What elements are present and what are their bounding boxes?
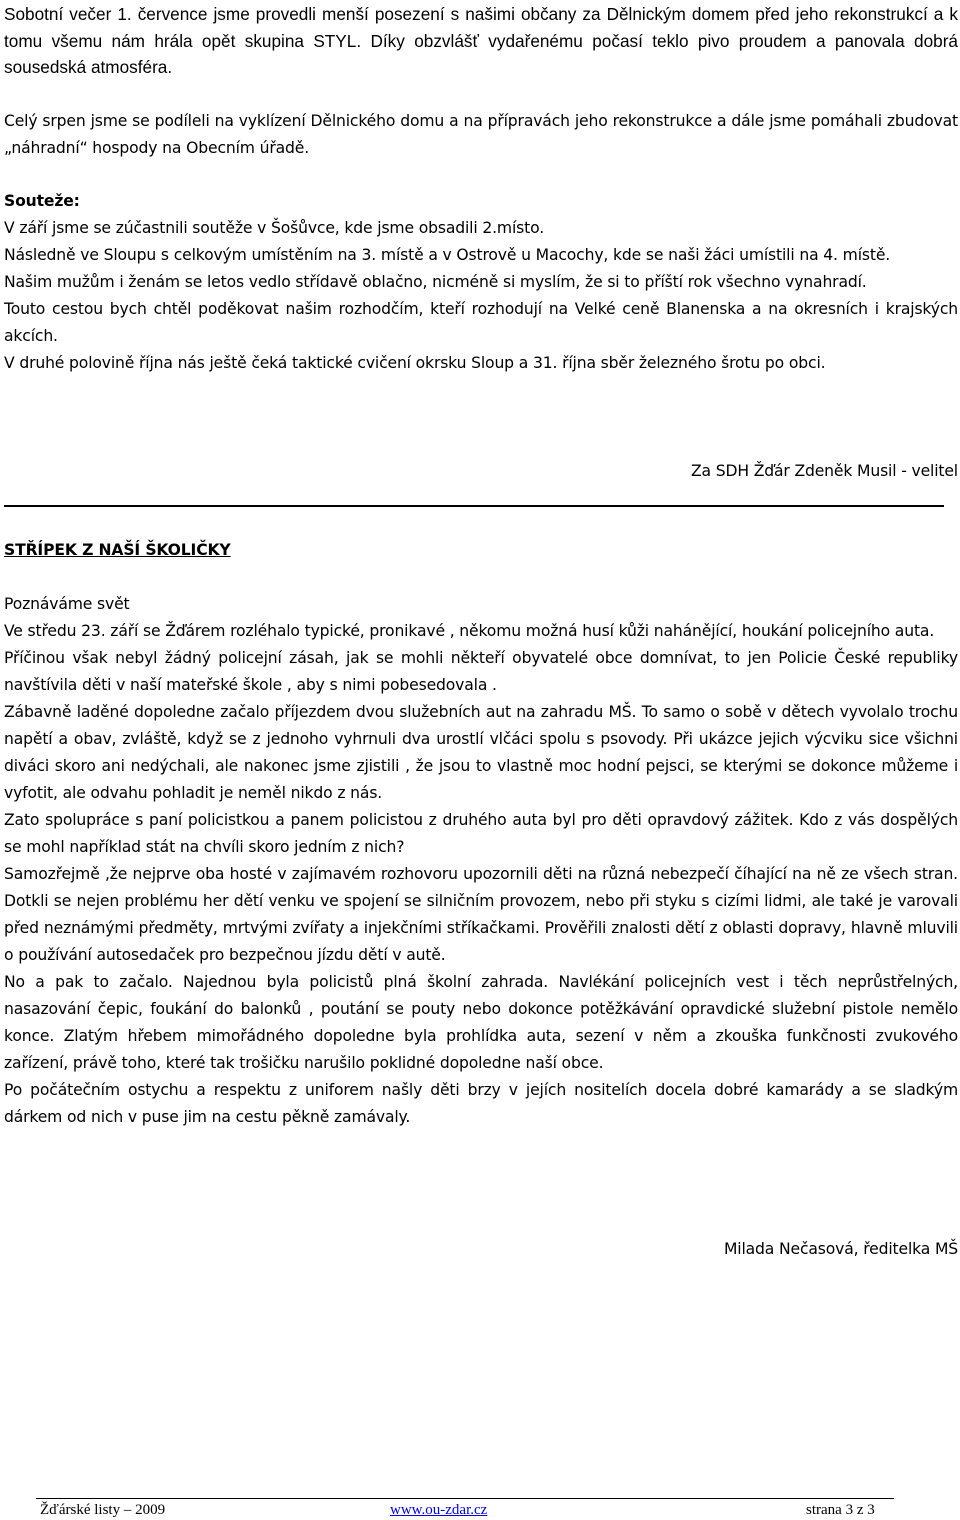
contests-text-1: V září jsme se zúčastnili soutěže v Šošůvce, kde jsme obsadili 2.místo. <box>4 219 545 237</box>
contests-text-5: V druhé polovině října nás ještě čeká taktické cvičení okrsku Sloup a 31. října sběr železného šrotu po obci. <box>4 354 826 372</box>
article-paragraph-1: Ve středu 23. září se Žďárem rozléhalo typické, pronikavé , někomu možná husí kůži nahánějící, houkání policejního auta. <box>4 622 935 640</box>
contests-text-4: Touto cestou bych chtěl poděkovat našim rozhodčím, kteří rozhodují na Velké ceně Blanenska a na okresních i krajských akcích. <box>4 300 958 345</box>
article-subtitle: Poznáváme svět <box>4 595 130 613</box>
august-paragraph: Celý srpen jsme se podíleli na vyklízení Dělnického domu a na přípravách jeho rekonstrukce a dále jsme pomáhali zbudovat „náhradní“ hospody na Obecním úřadě. <box>4 112 958 157</box>
footer-publication: Žďárské listy – 2009 <box>40 1502 166 1518</box>
article-paragraph-7: Po počátečním ostychu a respektu z uniforem našly děti brzy v jejích nositelích docela dobré kamarády a se sladkým dárkem od nich v puse jim na cestu pěkně zamávaly. <box>4 1081 958 1126</box>
article-paragraph-4: Zato spolupráce s paní policistkou a panem policistou z druhého auta byl pro děti opravdový zážitek. Kdo z vás dospělých se mohl například stát na chvíli skoro jedním z nich? <box>4 811 958 856</box>
article-paragraph-3: Zábavně laděné dopoledne začalo příjezdem dvou služebních aut na zahradu MŠ. To samo o sobě v dětech vyvolalo trochu napětí a obav, zvláště, když se z jednoho vyhrnuli dva urostlí vlčáci spolu s psovody. Při ukázce jejich výcviku sice všichni diváci skoro ani nedýchali, ale nakonec jsme zjistili , že jsou to vlastně moc hodní pejsci, se kterými se dokonce můžeme i vyfotit, ale odvahu pohladit je neměl nikdo z nás. <box>4 703 958 802</box>
contests-section <box>4 188 958 377</box>
school-signature: Milada Nečasová, ředitelka MŠ <box>723 1240 958 1258</box>
school-section-heading: STŘÍPEK Z NAŠÍ ŠKOLIČKY <box>4 541 231 559</box>
article-paragraph-2: Příčinou však nebyl žádný policejní zásah, jak se mohli někteří obyvatelé obce domnívat, to jen Policie České republiky navštívila děti v naší mateřské škole , aby s nimi pobesedovala . <box>4 649 958 694</box>
intro-paragraph: Sobotní večer 1. července jsme provedli menší posezení s našimi občany za Dělnickým domem před jeho rekonstrukcí a k tomu všemu nám hrála opět skupina STYL. Díky obzvlášť vydařenému počasí teklo pivo proudem a panovala dobrá sousedská atmosféra. <box>4 4 958 77</box>
contests-text-2: Následně ve Sloupu s celkovým umístěním na 3. místě a v Ostrově u Macochy, kde se naši žáci umístili na 4. místě. <box>4 246 891 264</box>
section-divider <box>4 505 944 507</box>
footer-page-number: strana 3 z 3 <box>806 1502 875 1518</box>
article-paragraph-6: No a pak to začalo. Najednou byla policistů plná školní zahrada. Navlékání policejních vest i těch neprůstřelných, nasazování čepic, foukání do balonků , poutání se pouty nebo dokonce potěžkávání opravdické služební pistole nemělo konce. Zlatým hřebem mimořádného dopoledne byla prohlídka auta, sezení v něm a zkouška funkčnosti zvukového zařízení, právě toho, které tak trošičku narušilo poklidné dopoledne naší obce. <box>4 973 958 1072</box>
footer-website-wrapper <box>390 1501 487 1519</box>
footer-website-link[interactable]: www.ou-zdar.cz <box>390 1502 488 1518</box>
contests-heading: Souteže: <box>4 192 80 210</box>
school-article <box>4 591 958 1131</box>
article-paragraph-5: Samozřejmě ,že nejprve oba hosté v zajímavém rozhovoru upozornili děti na různá nebezpečí číhající na ně ze všech stran. Dotkli se nejen problému her dětí venku ve spojení se silničním provozem, nebo při styku s cizími lidmi, ale také je varovali před neznámými předměty, mrtvými zvířaty a injekčními stříkačkami. Prověřili znalosti dětí z oblasti dopravy, hlavně mluvili o používání autosedaček pro bezpečnou jízdu dětí v autě. <box>4 865 958 964</box>
footer-rule <box>36 1498 894 1499</box>
contests-text-3: Našim mužům i ženám se letos vedlo střídavě oblačno, nicméně si myslím, že si to příští rok všechno vynahradí. <box>4 273 867 291</box>
sdh-signature: Za SDH Žďár Zdeněk Musil - velitel <box>690 462 958 480</box>
